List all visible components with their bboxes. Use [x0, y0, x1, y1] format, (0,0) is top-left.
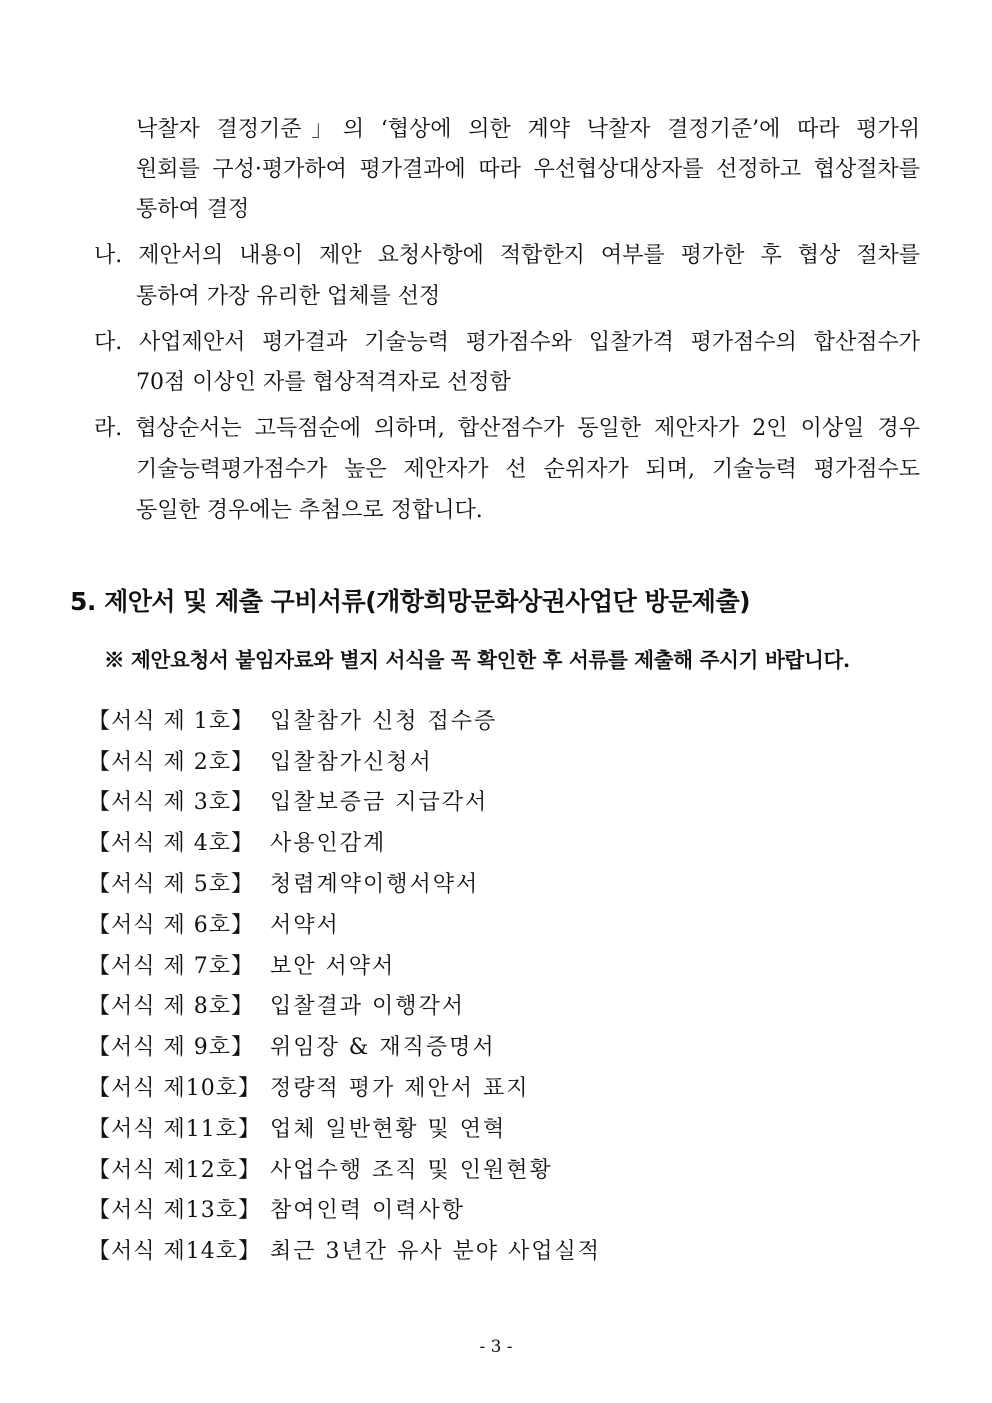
para-da-line-2: 70점 이상인 자를 협상적격자로 선정함 — [136, 370, 511, 395]
form-item — [88, 781, 601, 822]
required-forms-list — [88, 699, 601, 1270]
form-item — [88, 903, 601, 944]
form-title: 사업수행 조직 및 인원현황 — [270, 1157, 553, 1183]
form-number: 【서식 제 2호】 — [88, 749, 254, 775]
form-title: 최근 3년간 유사 분야 사업실적 — [270, 1239, 601, 1265]
para-na-line-1: 나. 제안서의 내용이 제안 요청사항에 적합한지 여부를 평가한 후 협상 절차를 — [94, 243, 920, 268]
form-item — [88, 699, 601, 740]
form-number: 【서식 제12호】 — [88, 1157, 261, 1183]
form-title: 입찰결과 이행각서 — [270, 994, 466, 1020]
form-number: 【서식 제 9호】 — [88, 1035, 254, 1061]
form-title: 입찰보증금 지급각서 — [270, 790, 489, 816]
form-item — [88, 1229, 601, 1270]
form-number: 【서식 제 6호】 — [88, 912, 254, 938]
form-item — [88, 1107, 601, 1148]
form-item — [88, 944, 601, 985]
submission-notice: ※ 제안요청서 붙임자료와 별지 서식을 꼭 확인한 후 서류를 제출해 주시기 바랍니다. — [104, 648, 850, 672]
form-item — [88, 1066, 601, 1107]
form-title: 위임장 & 재직증명서 — [270, 1035, 496, 1061]
form-item — [88, 862, 601, 903]
form-number: 【서식 제10호】 — [88, 1076, 261, 1102]
form-item — [88, 1189, 601, 1230]
form-title: 사용인감계 — [270, 831, 387, 857]
para-ra-line-1: 라. 협상순서는 고득점순에 의하며, 합산점수가 동일한 제안자가 2인 이상일 경우 — [94, 416, 920, 441]
para-ra-line-2: 기술능력평가점수가 높은 제안자가 선 순위자가 되며, 기술능력 평가점수도 — [136, 457, 920, 482]
para-da-line-1: 다. 사업제안서 평가결과 기술능력 평가점수와 입찰가격 평가점수의 합산점수가 — [94, 330, 920, 355]
form-number: 【서식 제 4호】 — [88, 831, 254, 857]
form-item — [88, 740, 601, 781]
form-number: 【서식 제 3호】 — [88, 790, 254, 816]
para-na-line-2: 통하여 가장 유리한 업체를 선정 — [136, 284, 441, 309]
form-title: 청렴계약이행서약서 — [270, 872, 480, 898]
form-number: 【서식 제11호】 — [88, 1116, 261, 1142]
form-title: 정량적 평가 제안서 표지 — [270, 1076, 530, 1102]
form-item — [88, 821, 601, 862]
form-title: 업체 일반현황 및 연혁 — [270, 1116, 507, 1142]
form-title: 참여인력 이력사항 — [270, 1198, 466, 1224]
section-5-heading: 5. 제안서 및 제출 구비서류(개항희망문화상권사업단 방문제출) — [70, 587, 751, 616]
form-item — [88, 1025, 601, 1066]
form-number: 【서식 제13호】 — [88, 1198, 261, 1224]
form-number: 【서식 제 8호】 — [88, 994, 254, 1020]
para-ga-line-1: 낙찰자 결정기준」의 ‘협상에 의한 계약 낙찰자 결정기준’에 따라 평가위 — [136, 117, 920, 142]
form-number: 【서식 제 7호】 — [88, 953, 254, 979]
form-number: 【서식 제 1호】 — [88, 708, 254, 734]
page-number: - 3 - — [479, 1337, 513, 1357]
form-item — [88, 1148, 601, 1189]
form-number: 【서식 제14호】 — [88, 1239, 261, 1265]
form-title: 입찰참가 신청 접수증 — [270, 708, 498, 734]
form-item — [88, 985, 601, 1026]
para-ga-line-2: 원회를 구성·평가하여 평가결과에 따라 우선협상대상자를 선정하고 협상절차를 — [136, 157, 920, 182]
form-number: 【서식 제 5호】 — [88, 872, 254, 898]
form-title: 서약서 — [270, 912, 340, 938]
para-ga-line-3: 통하여 결정 — [136, 197, 250, 222]
para-ra-line-3: 동일한 경우에는 추첨으로 정합니다. — [136, 498, 483, 523]
form-title: 입찰참가신청서 — [270, 749, 433, 775]
form-title: 보안 서약서 — [270, 953, 396, 979]
